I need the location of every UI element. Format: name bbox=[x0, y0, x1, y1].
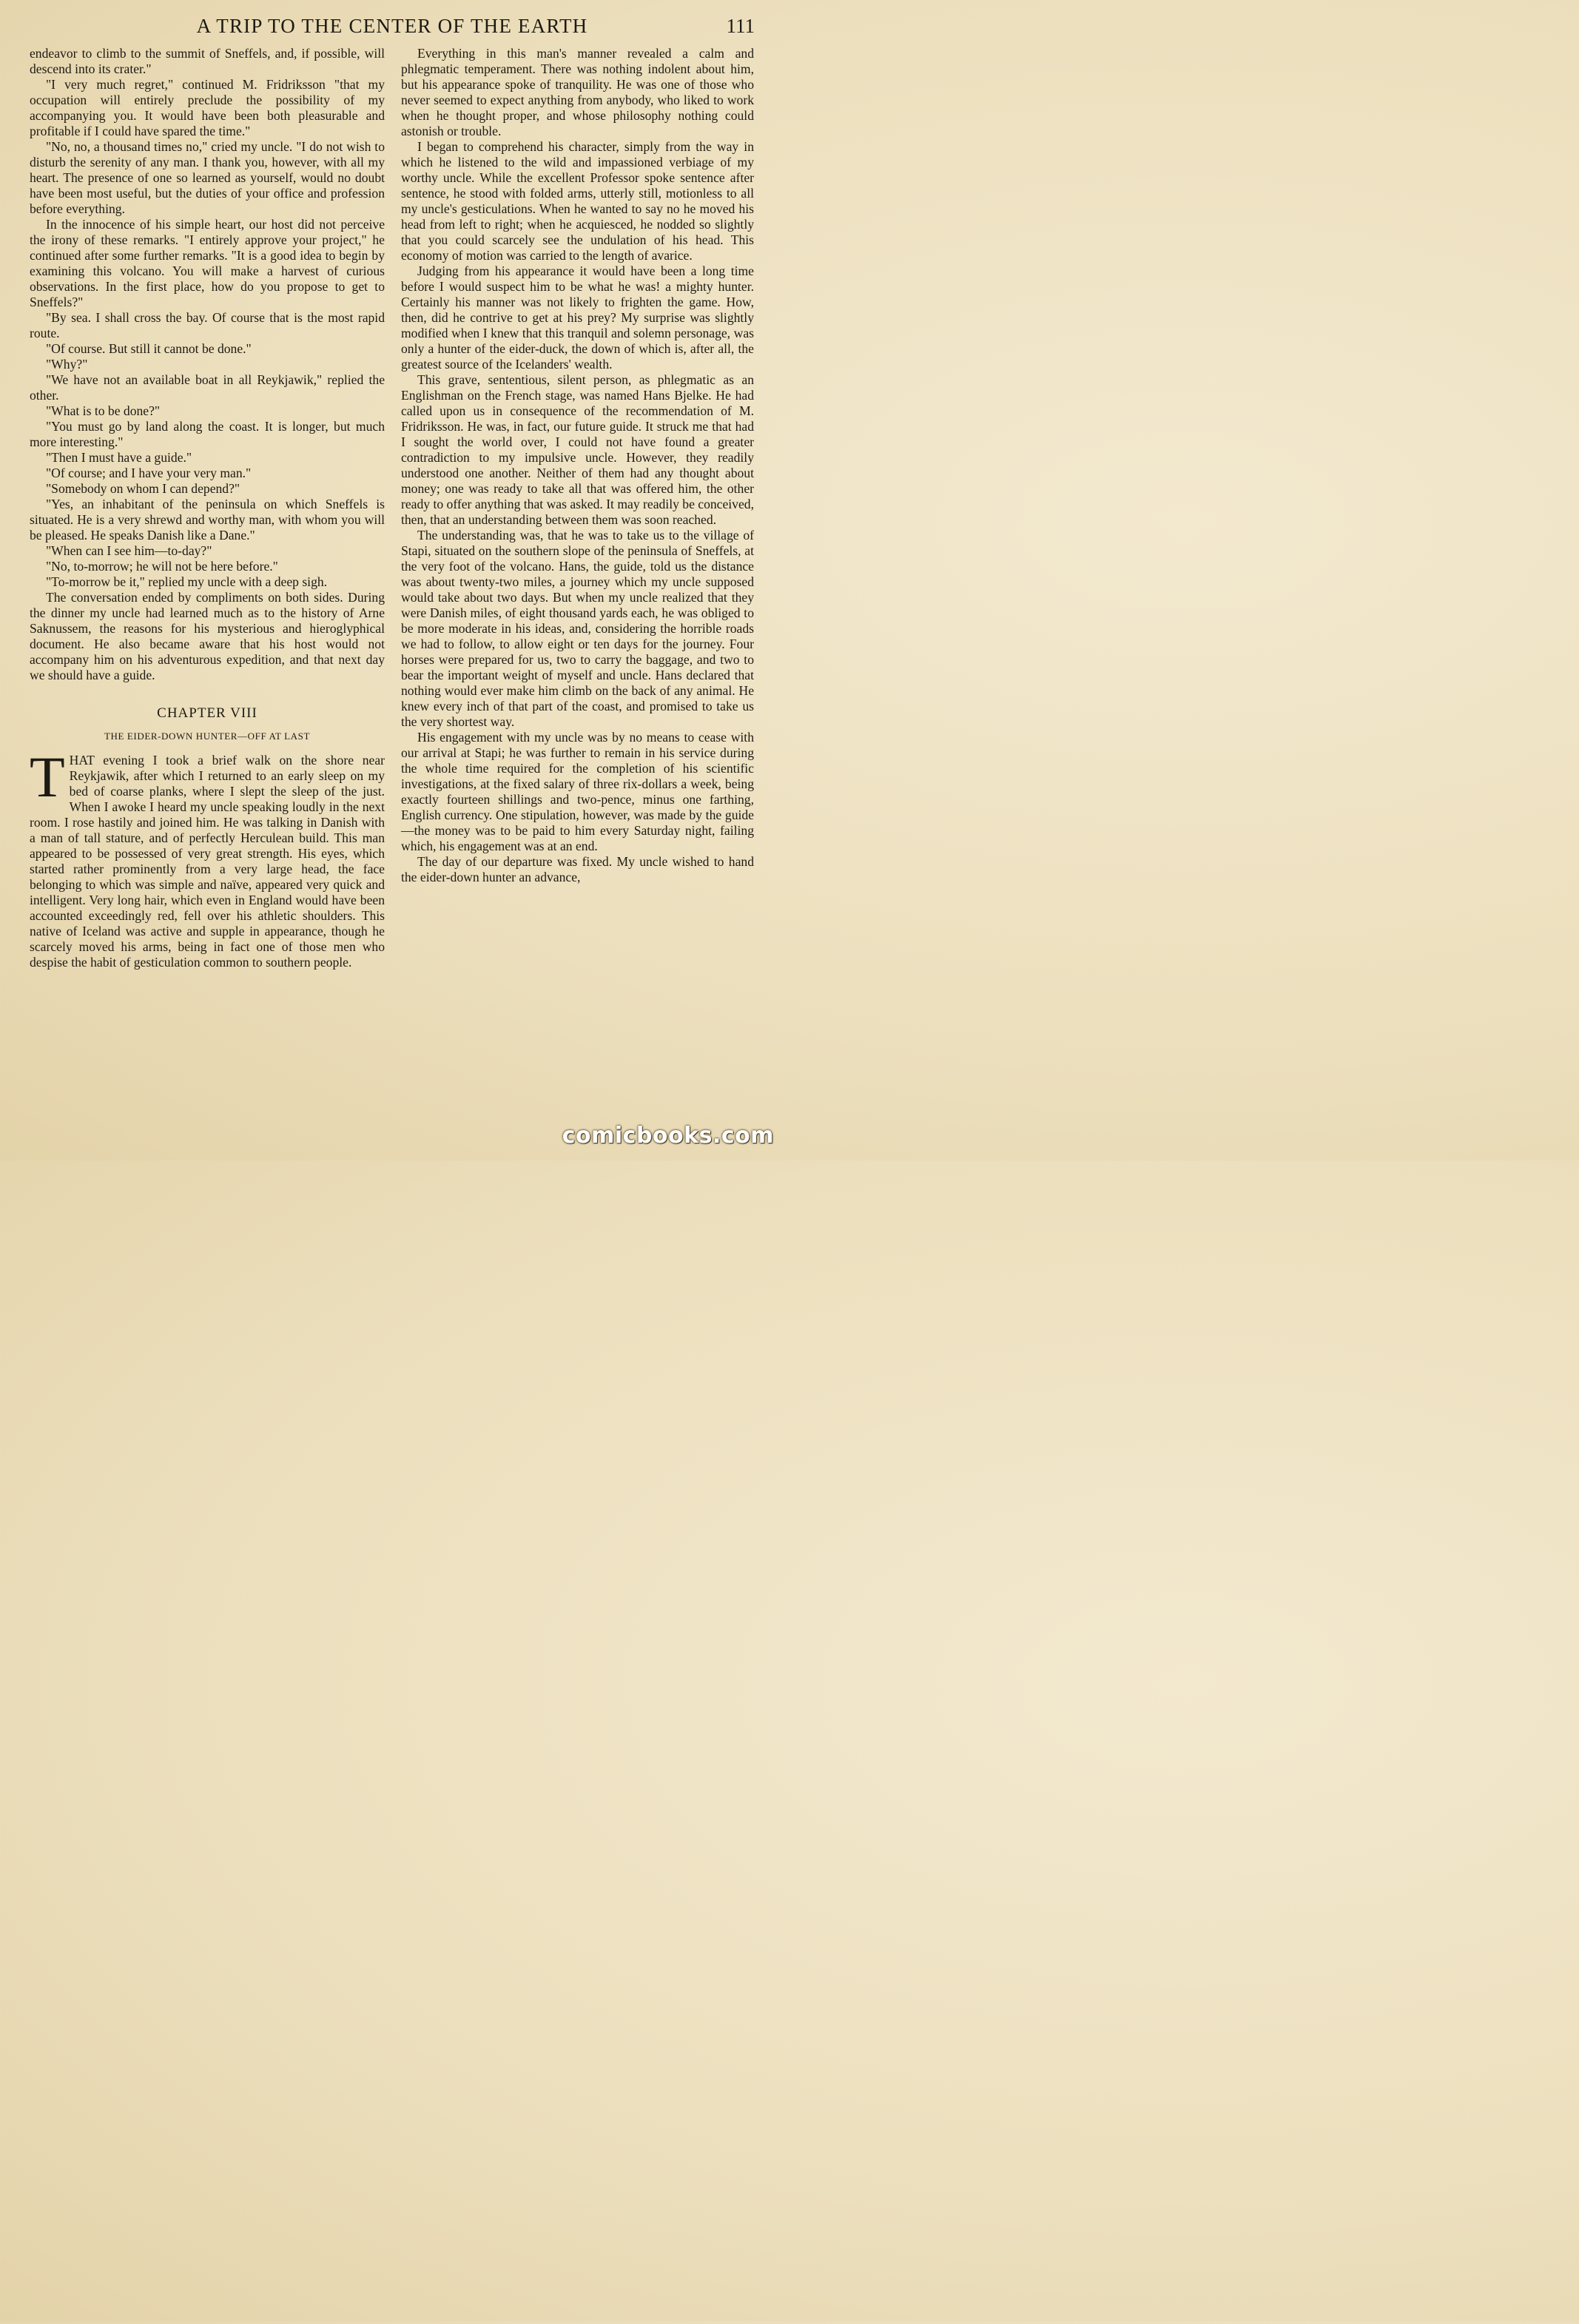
paragraph: "Of course. But still it cannot be done." bbox=[46, 341, 252, 356]
book-page bbox=[0, 0, 789, 1161]
paragraph: This grave, sententious, silent person, as phlegmatic as an Englishman on the French stage, was named Hans Bjelke. He had called upon us in consequence of the recommendation of M. Fridriksson. He was, in fact, our future guide. It struck me that had I sought the world over, I could not have found a greater contradiction to my impulsive uncle. However, they readily understood one another. Neither of them had any thought about money; one was ready to take all that was offered him, the other ready to offer anything that was asked. It may readily be conceived, then, that an understanding between them was soon reached. bbox=[401, 372, 754, 527]
paragraph: The conversation ended by compliments on both sides. During the dinner my uncle had learned much as to the history of Arne Saknussem, the reasons for his mysterious and hieroglyphical document. He also became aware that his host would not accompany him on his adventurous expedition, and that next day we should have a guide. bbox=[30, 590, 385, 682]
paragraph: Judging from his appearance it would have been a long time before I would suspect him to be what he was! a mighty hunter. Certainly his manner was not likely to frighten the game. How, then, did he contrive to get at his prey? My surprise was slightly modified when I knew that this tranquil and solemn personage, was only a hunter of the eider-duck, the down of which is, after all, the greatest source of the Icelanders' wealth. bbox=[401, 263, 754, 372]
paragraph: His engagement with my uncle was by no means to cease with our arrival at Stapi; he was further to remain in his service during the whole time required for the completion of his scientific investigations, at the fixed salary of three rix-dollars a week, being exactly fourteen shillings and two-pence, minus one farthing, English currency. One stipulation, however, was made by the guide—the money was to be paid to him every Saturday night, failing which, his engagement was at an end. bbox=[401, 730, 754, 853]
page-header bbox=[30, 15, 755, 40]
paragraph: "Somebody on whom I can depend?" bbox=[46, 481, 240, 496]
chapter-heading: CHAPTER VIII bbox=[157, 705, 257, 721]
chapter-opening-paragraph bbox=[30, 745, 385, 970]
paragraph: In the innocence of his simple heart, our host did not perceive the irony of these remarks. "I entirely approve your project," he continued after some further remarks. "It is a good idea to begin by examining this volcano. You will make a harvest of curious observations. In the first place, how do you propose to get to Sneffels?" bbox=[30, 217, 385, 309]
paragraph: The day of our departure was fixed. My uncle wished to hand the eider-down hunter an advance, bbox=[401, 854, 754, 884]
site-watermark: comicbooks.com bbox=[562, 1123, 774, 1149]
paragraph: "You must go by land along the coast. It is longer, but much more interesting." bbox=[30, 419, 385, 449]
paragraph: "No, to-morrow; he will not be here before." bbox=[46, 559, 278, 574]
paragraph: "I very much regret," continued M. Fridriksson "that my occupation will entirely preclude the possibility of my accompanying you. It would have been both pleasurable and profitable if I could have spared the time." bbox=[30, 77, 385, 138]
paragraph: "Yes, an inhabitant of the peninsula on which Sneffels is situated. He is a very shrewd and worthy man, with whom you will be pleased. He speaks Danish like a Dane." bbox=[30, 497, 385, 543]
paragraph: The understanding was, that he was to take us to the village of Stapi, situated on the southern slope of the peninsula of Sneffels, at the very foot of the volcano. Hans, the guide, told us the distance was about twenty-two miles, a journey which my uncle supposed would take about two days. But when my uncle realized that they were Danish miles, of eight thousand yards each, he was obliged to be more moderate in his ideas, and, considering the horrible roads we had to follow, to allow eight or ten days for the journey. Four horses were prepared for us, two to carry the baggage, and two to bear the important weight of myself and uncle. Hans declared that nothing would ever make him climb on the back of any animal. He knew every inch of that part of the coast, and promised to take us the very shortest way. bbox=[401, 528, 754, 729]
page-number: 111 bbox=[726, 15, 755, 37]
paragraph: "We have not an available boat in all Reykjawik," replied the other. bbox=[30, 372, 385, 403]
paragraph: "Then I must have a guide." bbox=[46, 450, 192, 465]
running-title: A TRIP TO THE CENTER OF THE EARTH bbox=[196, 15, 588, 37]
right-column bbox=[401, 46, 754, 885]
paragraph: "By sea. I shall cross the bay. Of course that is the most rapid route. bbox=[30, 310, 385, 340]
chapter-subtitle: THE EIDER-DOWN HUNTER—OFF AT LAST bbox=[104, 731, 311, 742]
paragraph: "No, no, a thousand times no," cried my uncle. "I do not wish to disturb the serenity of any man. I thank you, however, with all my heart. The presence of one so learned as yourself, would no doubt have been most useful, but the duties of your office and profession before everything. bbox=[30, 139, 385, 216]
paragraph: "To-morrow be it," replied my uncle with a deep sigh. bbox=[46, 574, 328, 589]
paragraph: I began to comprehend his character, simply from the way in which he listened to the wild and impassioned verbiage of my worthy uncle. While the excellent Professor spoke sentence after sentence, he stood with folded arms, utterly still, motionless to all my uncle's gesticulations. When he wanted to say no he moved his head from left to right; when he acquiesced, he nodded so slightly that you could scarcely see the undulation of his head. This economy of motion was carried to the length of avarice. bbox=[401, 139, 754, 263]
paragraph: "When can I see him—to-day?" bbox=[46, 543, 212, 558]
paragraph: "What is to be done?" bbox=[46, 403, 161, 418]
drop-cap: T bbox=[30, 745, 65, 809]
paragraph: endeavor to climb to the summit of Sneffels, and, if possible, will descend into its crater." bbox=[30, 46, 385, 76]
paragraph: "Why?" bbox=[46, 357, 88, 372]
paragraph: "Of course; and I have your very man." bbox=[46, 466, 252, 480]
left-column bbox=[30, 46, 385, 970]
opening-paragraph-text: HAT evening I took a brief walk on the shore near Reykjawik, after which I returned to an early sleep on my bed of coarse planks, where I slept the sleep of the just. When I awoke I heard my uncle speaking loudly in the next room. I rose hastily and joined him. He was talking in Danish with a man of tall stature, and of perfectly Herculean build. This man appeared to be possessed of very great strength. His eyes, which started rather prominently from a very large head, the face belonging to which was simple and naïve, appeared very quick and intelligent. Very long hair, which even in England would have been accounted exceedingly red, fell over his athletic shoulders. This native of Iceland was active and supple in appearance, though he scarcely moved his arms, being in fact one of those men who despise the habit of gesticulation common to southern people. bbox=[30, 753, 385, 970]
paragraph: Everything in this man's manner revealed a calm and phlegmatic temperament. There was nothing indolent about him, but his appearance spoke of tranquility. He was one of those who never seemed to expect anything from anybody, who liked to work when he thought proper, and whose philosophy nothing could astonish or trouble. bbox=[401, 46, 754, 138]
